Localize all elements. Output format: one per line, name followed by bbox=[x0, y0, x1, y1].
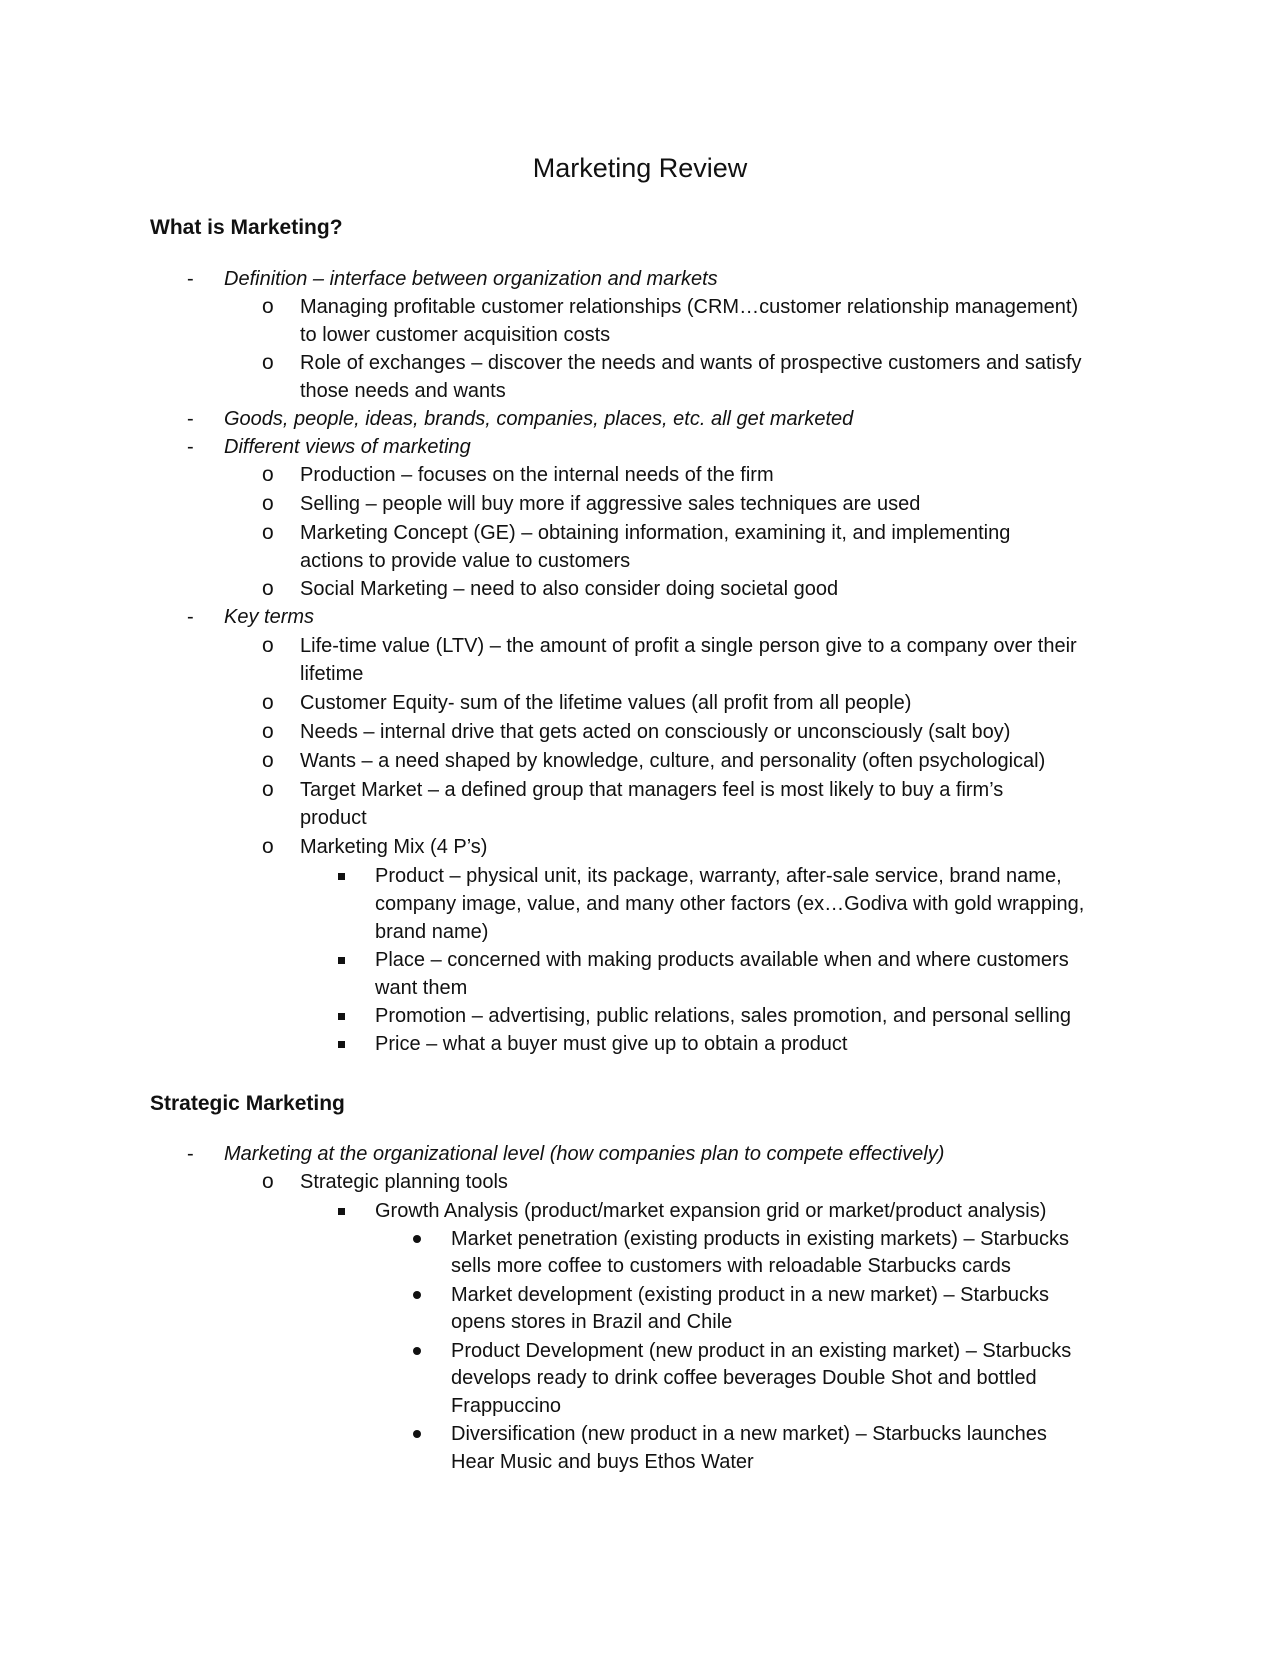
list-bullet-square bbox=[338, 1208, 345, 1215]
list-item-continuation: those needs and wants bbox=[300, 380, 506, 402]
list-bullet-dash: - bbox=[187, 606, 194, 628]
list-item: Promotion – advertising, public relations, sales promotion, and personal selling bbox=[375, 1005, 1071, 1027]
list-item: Target Market – a defined group that managers feel is most likely to buy a firm’s bbox=[300, 779, 1004, 801]
list-bullet-circle: o bbox=[262, 577, 274, 600]
list-item: Wants – a need shaped by knowledge, culture, and personality (often psychological) bbox=[300, 750, 1046, 772]
list-bullet-dash: - bbox=[187, 408, 194, 430]
list-item-continuation: opens stores in Brazil and Chile bbox=[451, 1311, 733, 1333]
section-heading-strategic-marketing: Strategic Marketing bbox=[150, 1092, 345, 1115]
list-item-continuation: company image, value, and many other factors (ex…Godiva with gold wrapping, bbox=[375, 893, 1085, 915]
list-item: Customer Equity- sum of the lifetime values (all profit from all people) bbox=[300, 692, 912, 714]
list-item: Market penetration (existing products in existing markets) – Starbucks bbox=[451, 1228, 1070, 1250]
list-bullet-square bbox=[338, 873, 345, 880]
list-item: Market development (existing product in a new market) – Starbucks bbox=[451, 1284, 1050, 1306]
list-item-continuation: product bbox=[300, 807, 367, 829]
list-item: Strategic planning tools bbox=[300, 1171, 508, 1193]
list-bullet-dot bbox=[413, 1235, 421, 1243]
list-item: Product Development (new product in an existing market) – Starbucks bbox=[451, 1340, 1072, 1362]
list-bullet-circle: o bbox=[262, 835, 274, 858]
list-item-continuation: Frappuccino bbox=[451, 1395, 562, 1417]
list-item: Social Marketing – need to also consider doing societal good bbox=[300, 578, 839, 600]
list-item-continuation: develops ready to drink coffee beverages Double Shot and bottled bbox=[451, 1367, 1037, 1389]
list-bullet-square bbox=[338, 1013, 345, 1020]
list-item-continuation: to lower customer acquisition costs bbox=[300, 324, 611, 346]
list-bullet-dot bbox=[413, 1430, 421, 1438]
list-item: Product – physical unit, its package, warranty, after-sale service, brand name, bbox=[375, 865, 1062, 887]
list-item: Role of exchanges – discover the needs and wants of prospective customers and satisfy bbox=[300, 352, 1082, 374]
list-item: Place – concerned with making products available when and where customers bbox=[375, 949, 1069, 971]
list-bullet-dash: - bbox=[187, 1143, 194, 1165]
section-heading-what-is-marketing: What is Marketing? bbox=[150, 216, 343, 239]
list-item-continuation: Hear Music and buys Ethos Water bbox=[451, 1451, 754, 1473]
list-item: Definition – interface between organization and markets bbox=[224, 268, 718, 290]
list-bullet-square bbox=[338, 957, 345, 964]
list-bullet-circle: o bbox=[262, 351, 274, 374]
list-item: Marketing Mix (4 P’s) bbox=[300, 836, 488, 858]
list-bullet-circle: o bbox=[262, 295, 274, 318]
list-bullet-circle: o bbox=[262, 463, 274, 486]
list-item: Managing profitable customer relationships (CRM…customer relationship management) bbox=[300, 296, 1079, 318]
page-title: Marketing Review bbox=[532, 153, 748, 183]
list-item: Different views of marketing bbox=[224, 436, 471, 458]
list-bullet-circle: o bbox=[262, 634, 274, 657]
list-bullet-circle: o bbox=[262, 691, 274, 714]
list-item: Selling – people will buy more if aggressive sales techniques are used bbox=[300, 493, 921, 515]
list-bullet-circle: o bbox=[262, 1170, 274, 1193]
list-item-continuation: lifetime bbox=[300, 663, 364, 685]
list-item-continuation: brand name) bbox=[375, 921, 489, 943]
list-item: Key terms bbox=[224, 606, 315, 628]
list-item: Diversification (new product in a new market) – Starbucks launches bbox=[451, 1423, 1047, 1445]
list-item: Production – focuses on the internal needs of the firm bbox=[300, 464, 774, 486]
list-bullet-dot bbox=[413, 1291, 421, 1299]
list-item: Marketing at the organizational level (how companies plan to compete effectively) bbox=[224, 1143, 945, 1165]
list-bullet-circle: o bbox=[262, 720, 274, 743]
list-bullet-square bbox=[338, 1041, 345, 1048]
list-item: Marketing Concept (GE) – obtaining information, examining it, and implementing bbox=[300, 522, 1011, 544]
list-bullet-circle: o bbox=[262, 521, 274, 544]
list-bullet-dash: - bbox=[187, 436, 194, 458]
list-item-continuation: want them bbox=[375, 977, 468, 999]
list-bullet-circle: o bbox=[262, 749, 274, 772]
list-item: Needs – internal drive that gets acted on consciously or unconsciously (salt boy) bbox=[300, 721, 1011, 743]
list-bullet-dash: - bbox=[187, 268, 194, 290]
list-item: Life-time value (LTV) – the amount of profit a single person give to a company over their bbox=[300, 635, 1077, 657]
list-item-continuation: sells more coffee to customers with reloadable Starbucks cards bbox=[451, 1255, 1011, 1277]
list-item: Price – what a buyer must give up to obtain a product bbox=[375, 1033, 848, 1055]
list-bullet-circle: o bbox=[262, 778, 274, 801]
list-bullet-circle: o bbox=[262, 492, 274, 515]
list-bullet-dot bbox=[413, 1347, 421, 1355]
list-item: Goods, people, ideas, brands, companies, places, etc. all get marketed bbox=[224, 408, 854, 430]
list-item-continuation: actions to provide value to customers bbox=[300, 550, 631, 572]
list-item: Growth Analysis (product/market expansion grid or market/product analysis) bbox=[375, 1200, 1047, 1222]
